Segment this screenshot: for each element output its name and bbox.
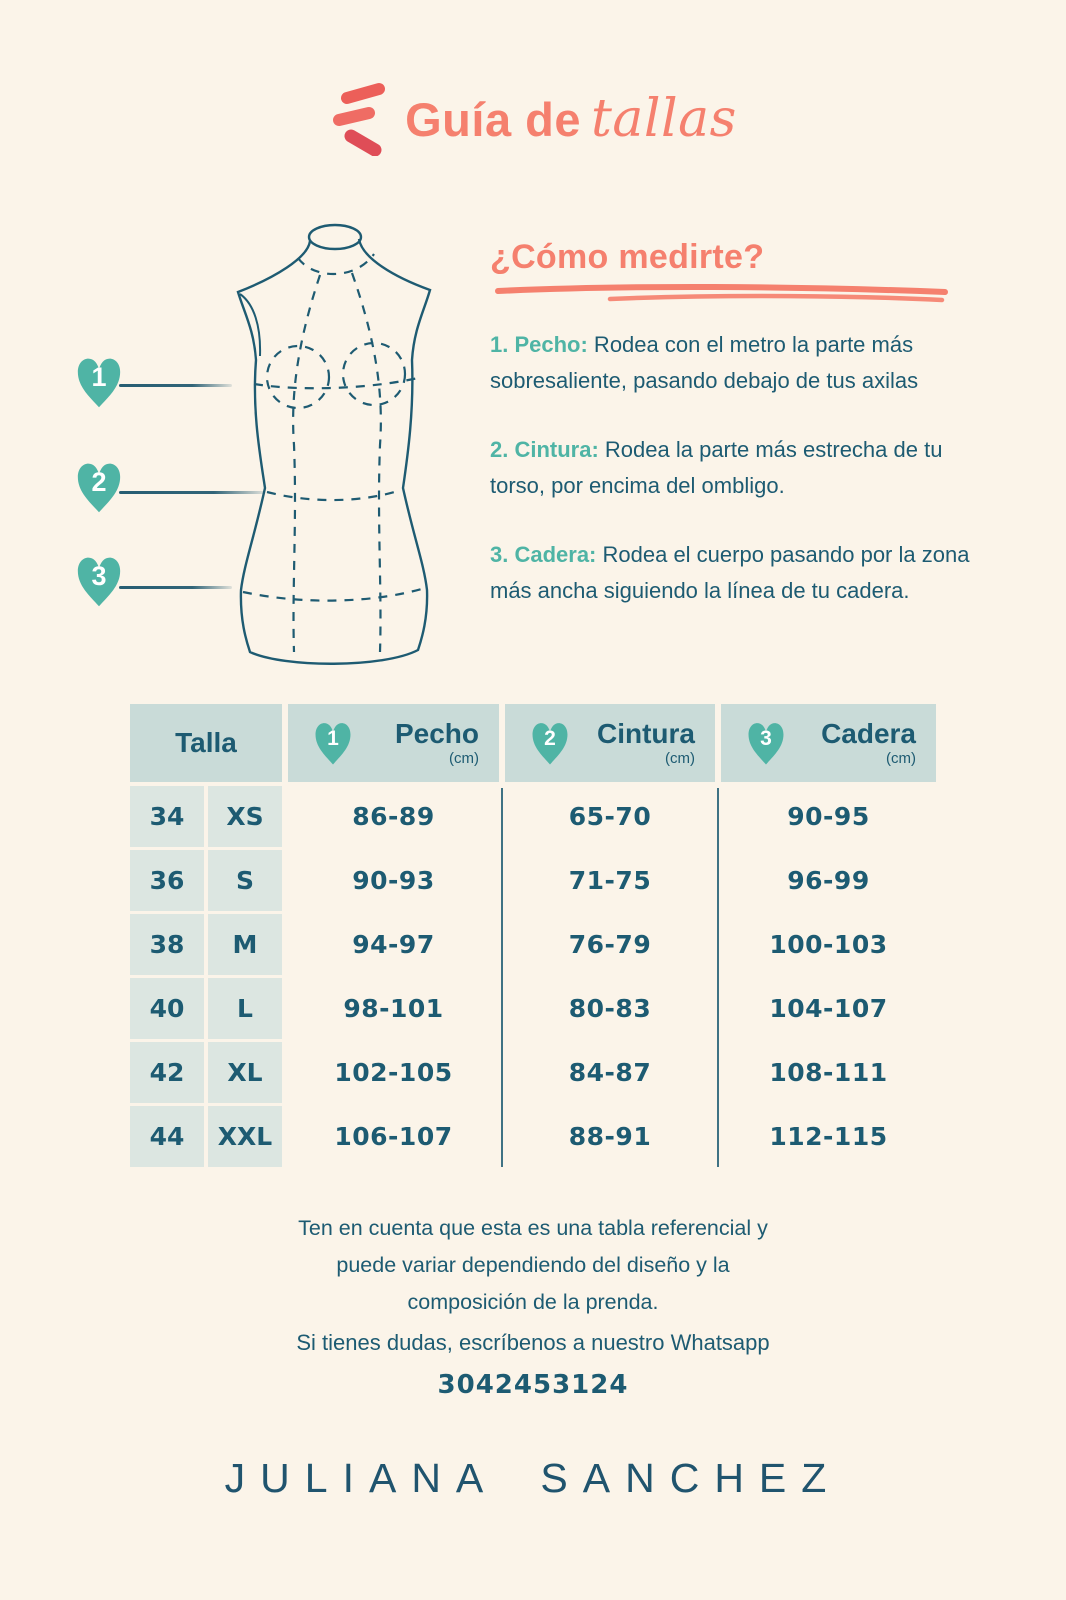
header-cintura-number: 2 xyxy=(544,727,556,750)
header-pecho xyxy=(288,704,499,782)
measure-marker-3 xyxy=(76,554,122,608)
size-number-cell: 34 xyxy=(130,786,204,847)
pecho-cell: 90-93 xyxy=(352,866,435,895)
size-table xyxy=(130,704,936,1170)
size-number-cell: 42 xyxy=(130,1042,204,1103)
table-row xyxy=(130,1106,936,1167)
size-letter-cell: XXL xyxy=(208,1106,282,1167)
step-pecho xyxy=(490,327,995,399)
pecho-cell: 98-101 xyxy=(343,994,444,1023)
page-header xyxy=(0,82,1066,156)
measure-marker-2 xyxy=(76,460,122,514)
table-row xyxy=(130,850,936,911)
heart-icon xyxy=(314,720,352,766)
reference-note-line: Ten en cuenta que esta es una tabla referencial y xyxy=(298,1216,768,1240)
cadera-cell: 108-111 xyxy=(769,1058,888,1087)
measure-marker-1 xyxy=(76,355,122,409)
step-cintura xyxy=(490,432,995,504)
header-cadera-label: Cadera xyxy=(821,718,916,750)
page-title-accent: tallas xyxy=(591,89,737,149)
cadera-cell: 104-107 xyxy=(769,994,888,1023)
column-divider xyxy=(501,788,503,1167)
table-row xyxy=(130,914,936,975)
pointer-line-3 xyxy=(119,586,232,589)
heart-icon xyxy=(531,720,569,766)
cintura-cell: 80-83 xyxy=(568,994,652,1023)
whatsapp-number: 3042453124 xyxy=(437,1370,629,1400)
header-cintura-label: Cintura xyxy=(597,718,695,750)
page-title-main: Guía de xyxy=(405,93,581,146)
step-pecho-text: Rodea con el metro la parte más sobresaliente, pasando debajo de tus axilas xyxy=(490,332,919,393)
cintura-cell: 76-79 xyxy=(568,930,652,959)
cintura-cell: 88-91 xyxy=(568,1122,652,1151)
step-cadera-label: 3. Cadera: xyxy=(490,542,597,567)
header-pecho-number: 1 xyxy=(327,727,339,750)
size-letter-cell: M xyxy=(208,914,282,975)
reference-note-line: composición de la prenda. xyxy=(407,1290,659,1314)
cintura-cell: 71-75 xyxy=(568,866,652,895)
size-number-cell: 40 xyxy=(130,978,204,1039)
table-row xyxy=(130,1042,936,1103)
step-cadera xyxy=(490,537,995,609)
brush-underline-icon xyxy=(490,283,960,305)
cadera-cell: 90-95 xyxy=(787,802,870,831)
heart-icon xyxy=(747,720,785,766)
table-row xyxy=(130,978,936,1039)
step-cintura-text: Rodea la parte más estrecha de tu torso, por encima del ombligo. xyxy=(490,437,943,498)
cadera-cell: 112-115 xyxy=(769,1122,888,1151)
marker-number: 2 xyxy=(91,467,107,497)
size-letter-cell: XS xyxy=(208,786,282,847)
cintura-cell: 65-70 xyxy=(568,802,652,831)
brand-name: JULIANA SANCHEZ xyxy=(224,1455,842,1501)
howto-section xyxy=(490,238,995,642)
pecho-cell: 102-105 xyxy=(334,1058,453,1087)
reference-note-line: puede variar dependiendo del diseño y la xyxy=(336,1253,730,1277)
size-table-header xyxy=(130,704,936,782)
size-number-cell: 44 xyxy=(130,1106,204,1167)
header-talla: Talla xyxy=(130,704,282,782)
cadera-cell: 100-103 xyxy=(769,930,888,959)
page-title xyxy=(405,89,737,149)
step-cadera-text: Rodea el cuerpo pasando por la zona más ancha siguiendo la línea de tu cadera. xyxy=(490,542,970,603)
header-pecho-unit: (cm) xyxy=(449,749,479,767)
header-cadera xyxy=(721,704,936,782)
size-letter-cell: XL xyxy=(208,1042,282,1103)
column-divider xyxy=(717,788,719,1167)
cintura-cell: 84-87 xyxy=(568,1058,652,1087)
header-cadera-unit: (cm) xyxy=(886,749,916,767)
table-row xyxy=(130,786,936,847)
brand-logo-icon xyxy=(329,82,391,156)
step-cintura-label: 2. Cintura: xyxy=(490,437,599,462)
step-pecho-label: 1. Pecho: xyxy=(490,332,588,357)
pecho-cell: 94-97 xyxy=(352,930,435,959)
marker-number: 3 xyxy=(91,561,107,591)
header-cadera-number: 3 xyxy=(760,727,772,750)
pointer-line-1 xyxy=(119,384,232,387)
size-number-cell: 36 xyxy=(130,850,204,911)
pecho-cell: 106-107 xyxy=(334,1122,453,1151)
size-letter-cell: S xyxy=(208,850,282,911)
header-cintura-unit: (cm) xyxy=(665,749,695,767)
whatsapp-text: Si tienes dudas, escríbenos a nuestro Whatsapp xyxy=(296,1330,770,1355)
marker-number: 1 xyxy=(91,362,107,392)
size-number-cell: 38 xyxy=(130,914,204,975)
reference-note xyxy=(0,1210,1066,1321)
pointer-line-2 xyxy=(119,491,265,494)
header-pecho-label: Pecho xyxy=(394,718,479,750)
size-letter-cell: L xyxy=(208,978,282,1039)
pecho-cell: 86-89 xyxy=(352,802,435,831)
cadera-cell: 96-99 xyxy=(787,866,870,895)
howto-title: ¿Cómo medirte? xyxy=(490,238,765,276)
mannequin-illustration xyxy=(234,220,434,670)
header-cintura xyxy=(505,704,715,782)
